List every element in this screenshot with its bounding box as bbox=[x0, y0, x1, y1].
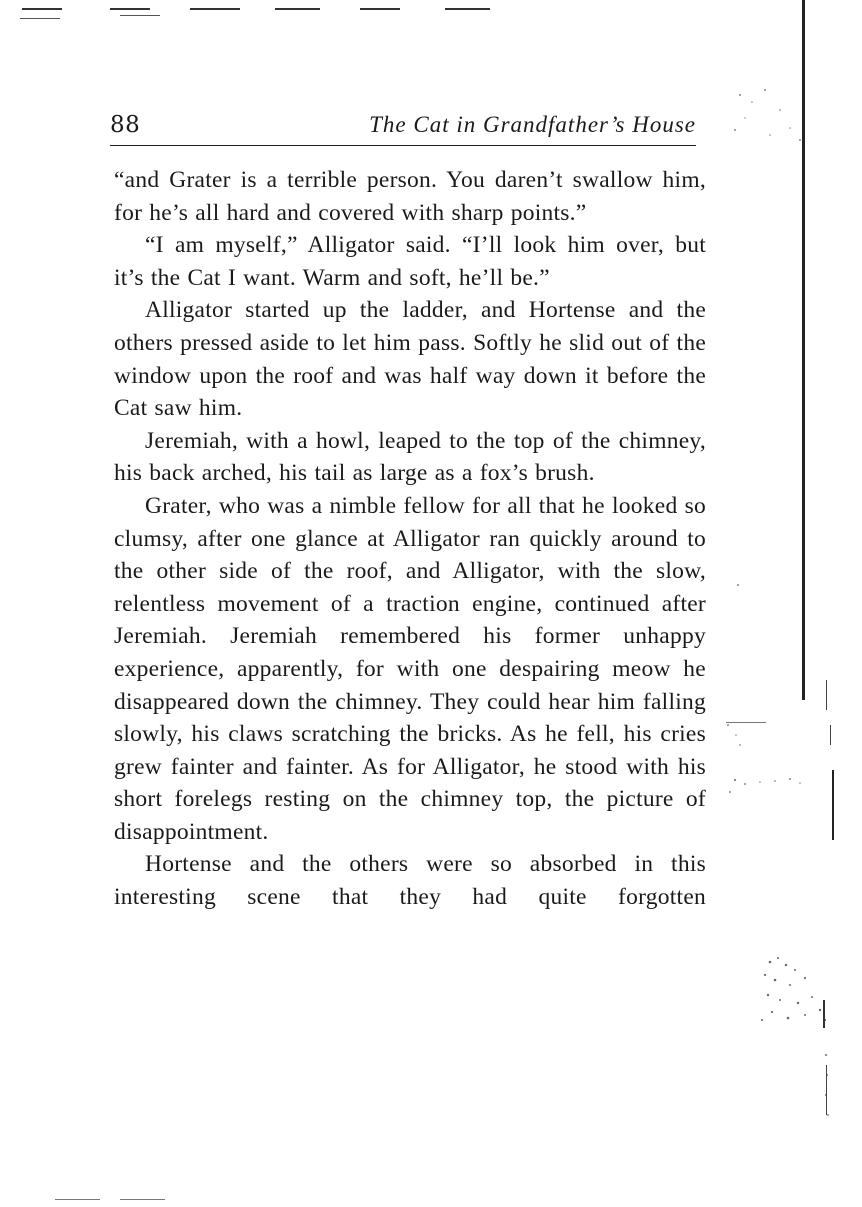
scan-artifact bbox=[55, 1199, 100, 1200]
paragraph: “I am myself,” Alligator said. “I’ll look him over, but it’s the Cat I want. Warm and soft, he’ll be.” bbox=[114, 232, 706, 291]
paragraph: “and Grater is a terrible person. You daren’t swallow him, for he’s all hard and covered with sharp points.” bbox=[114, 167, 706, 226]
paragraph: Jeremiah, with a howl, leaped to the top of the chimney, his back arched, his tail as large as a fox’s brush. bbox=[114, 427, 706, 487]
header-rule bbox=[110, 145, 696, 146]
body-text bbox=[114, 164, 706, 914]
running-title: The Cat in Grandfather’s House bbox=[369, 112, 696, 137]
paragraph: Grater, who was a nimble fellow for all that he looked so clumsy, after one glance at Alligator ran quickly around to the other side of the roof, and Alligator, with the slow, relentless movement of a traction engine, continued after Jeremiah. Jeremiah remembered his former unhappy experience, apparently, for with one despairing meow he disappeared down the chimney. They could hear him falling slowly, his claws scratching the bricks. As he fell, his cries grew fainter and fainter. As for Alligator, he stood with his short forelegs resting on the chimney top, the picture of disappointment. bbox=[114, 492, 706, 845]
page-number: 88 bbox=[110, 112, 141, 138]
running-head bbox=[110, 108, 698, 144]
scan-artifact bbox=[120, 1199, 165, 1200]
paragraph: Hortense and the others were so absorbed in this interesting scene that they had quite forgotten bbox=[114, 851, 706, 911]
paragraph: Alligator started up the ladder, and Hortense and the others pressed aside to let him pass. Softly he slid out of the window upon the roof and was half way down it before the Cat saw him. bbox=[114, 297, 706, 422]
